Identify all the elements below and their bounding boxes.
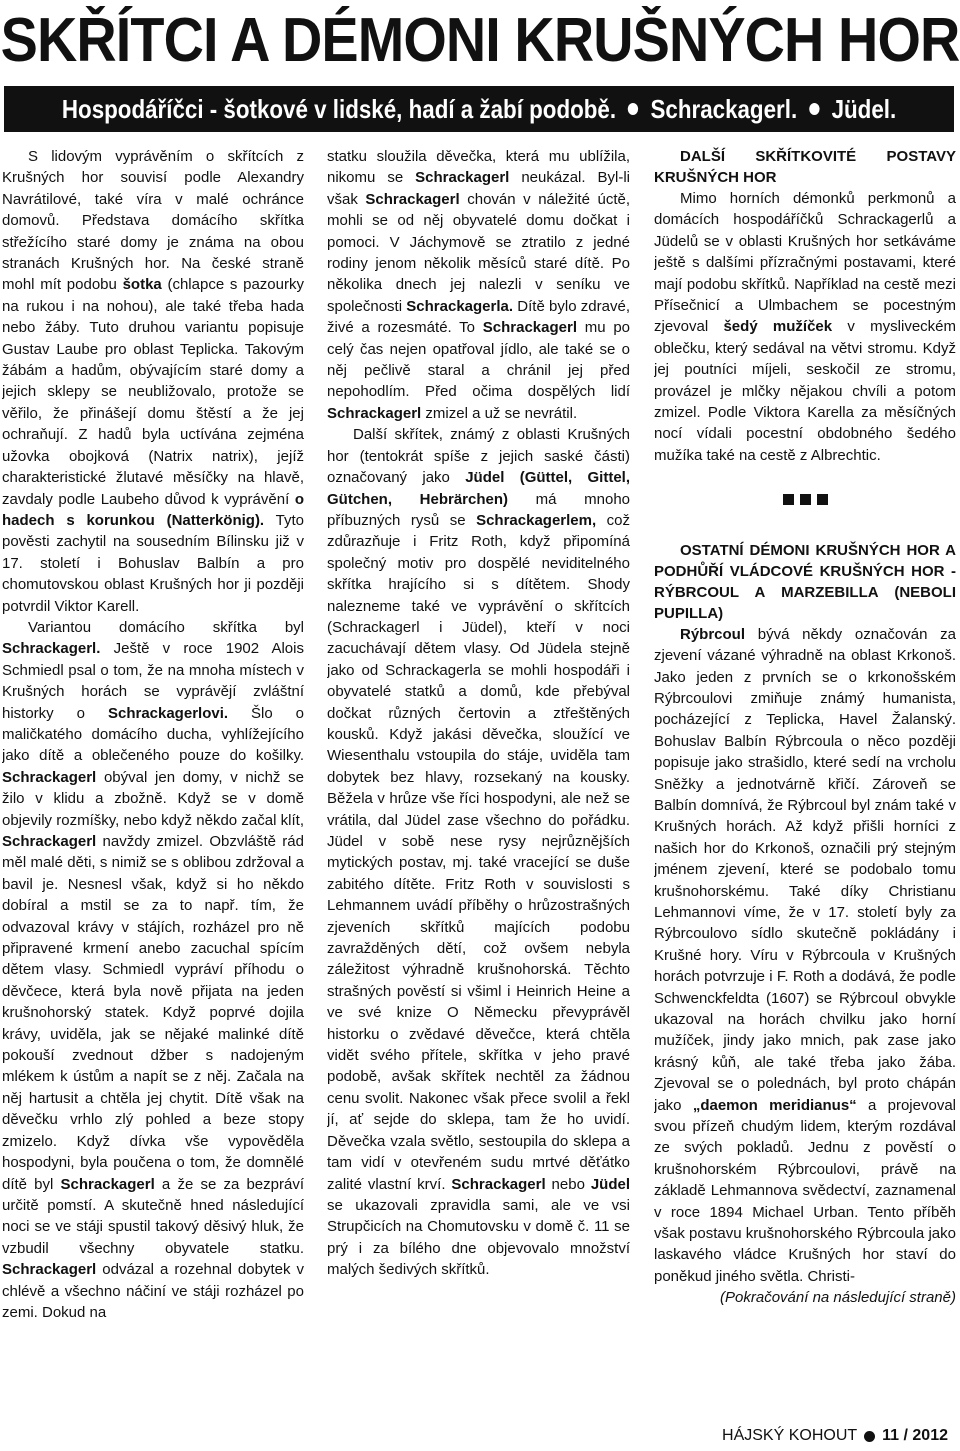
text-run: Tyto pověsti zachytil na sousedním Bílinsku již v 17. století i Bohuslav Balbín a pro chomutovskou oblast Krušných hor ji později potvrdil Viktor Karell. [2, 511, 304, 615]
bullet-icon [864, 1431, 875, 1442]
bold-term: Jüdel [590, 1175, 630, 1193]
bold-term: šotka [122, 276, 162, 294]
bold-term: Schrackagerl [60, 1175, 155, 1193]
text-run: má mnoho příbuzných rysů se [327, 490, 630, 529]
bold-term: Schrackagerl [451, 1175, 546, 1193]
section-heading: OSTATNÍ DÉMONI KRUŠNÝCH HOR A PODHŮŘÍ VLÁDCOVÉ KRUŠNÝCH HOR - RÝBRCOUL A MARZEBILLA (NEBOLI PUPILLA) [654, 541, 956, 622]
text-run: navždy zmizel. Obzvláště rád měl malé děti, s nimiž se s oblibou zdržoval a bavil je. Nesnesl však, když si ho někdo dobíral a mstil se za to např. tím, že odvazoval krávy v stájích, rozházel pro ně připravené krmení anebo zacuchal spícím dětem vlasy. Schmiedl vypráví příhodu o děvčece, která byla nově přijata na jeden krušnohorský statek. Když poprvé dojila krávy, uviděla, jak se nějaké malinké dítě pokouší zvednout džber s nadojeným mlékem k ústům a napít se z něj. Začala na něj hartusit a chtěla jej chytit. Dítě však na děvečku vrhlo zlý pohled a beze stopy zmizelo. Když dívka vše vypověděla hospodyni, byla poučena o tom, že domnělé dítě byl [2, 833, 304, 1193]
bold-term: Schrackagerl [415, 169, 510, 187]
column-3 [654, 146, 956, 1416]
bold-term: Schrackagerla. [406, 297, 514, 315]
bold-term: Schrackagerl [365, 190, 460, 208]
paragraph [327, 146, 630, 424]
text-run: Ještě v roce 1902 Alois Schmiedl psal o tom, že na mnoha místech v Krušných horách se vyprávějí zvláštní historky o [2, 640, 304, 722]
subtitle-banner [4, 86, 954, 132]
text-run: nebo [545, 1175, 591, 1193]
text-run: Variantou domácího skřítka byl [28, 618, 304, 636]
bold-term: „daemon meridianus“ [692, 1096, 857, 1114]
paragraph [654, 624, 956, 1288]
text-run: Mimo horních démonků perkmonů a domácích hospodáříčků Schrackagerlů a Jüdelů se v oblasti Krušných hor setkáváme ještě s dalšími přízračnými postavami, které mají podobu skřítků. Například na cestě mezi Přísečnicí a Ulmbachem se pocestným zjevoval [654, 190, 956, 336]
square-icon [817, 494, 828, 505]
bold-term: o hadech s korunkou (Natterkönig). [2, 490, 304, 529]
text-run: zmizel a už se nevrátil. [421, 404, 578, 422]
text-run: odvázal a rozehnal dobytek v chlévě a všechno náčiní ve stáji rozházel po zemi. Dokud na [2, 1261, 304, 1321]
banner-text-1: Hospodáříčci - šotkové v lidské, hadí a žabí podobě. [61, 93, 617, 124]
bold-term: Schrackagerl. [2, 640, 101, 658]
text-run: (chlapce s pazourky na rukou i na nohou), ale také třeba hada nebo žáby. Tuto druhou variantu popisuje Gustav Laube pro oblast Teplicka. Takovým žábám a hadům, obývajícím staré domy a jejich sklepy se neubližovalo, protože se věřilo, že přinášejí domu štěstí a že jej ochraňují. Z hadů byla uctívána zejména užovka obojková (Natrix natrix), jejíž charakteristické žlutavé měsíčky na hlavě, zavdaly podle Laubeho důvod k vyprávění [2, 276, 304, 508]
publication-name: HÁJSKÝ KOHOUT [722, 1427, 858, 1444]
continued-note: (Pokračování na následující straně) [720, 1289, 956, 1307]
text-run: Šlo o maličkatého domácího ducha, vyhlížejícího jako dítě a oblečeného pouze do košilky. [2, 704, 304, 765]
paragraph [327, 424, 630, 1280]
text-run: v mysliveckém oblečku, který sedával na větvi stromu. Když jej poutníci míjeli, seskočil ze stromu, provázel je mlčky nějakou chvíli a potom zmizel. Podle Viktora Karella za měsíčných nocí vídali pocestní obdobného šedého mužíka také na cestě z Albrechtic. [654, 318, 956, 464]
text-run: Dítě bylo zdravé, živé a rozesmáté. To [327, 297, 630, 337]
paragraph [2, 617, 304, 1323]
column-1 [2, 146, 304, 1416]
bold-term: šedý mužíček [723, 318, 833, 336]
issue-number: 11 / 2012 [882, 1427, 948, 1444]
text-run: obýval jen domy, v nichž se žilo v klidu a zbožně. Když se v domě objevily rozmíšky, nebo když někdo začal klít, [2, 768, 304, 829]
banner-text-2: Schrackagerl. [650, 93, 798, 124]
bullet-icon [809, 103, 819, 115]
square-icon [783, 494, 794, 505]
text-run: a že se za bezpráví určitě pomstí. A skutečně hned následující noci se ve stáji spustil takový děsivý hluk, že vzbudil všechny obyvatele statku. [2, 1175, 304, 1257]
bold-term: Schrackagerl [2, 833, 97, 850]
text-run: statku sloužila děvečka, která mu ublížila, nikomu se [327, 148, 630, 187]
bold-term: Schrackagerl [482, 319, 577, 337]
bullet-icon [628, 103, 638, 115]
paragraph [654, 188, 956, 466]
column-2 [327, 146, 630, 1416]
bold-term: Schrackagerl [2, 1261, 97, 1279]
text-run: což zdůrazňuje i Fritz Roth, když připomíná společný motiv pro dospělé neviditelného skřítka hrajícího si s dítětem. Shody nalezneme také ve vyprávění o skřítcích (Schrackagerl i Jüdel), kteří v noci zacuchávají dětem vlasy. Od Jüdela stejně jako od Schrackagerla se mohli hospodáři i obyvatelé statků a domů, kde přebýval dočkat různých čertovin a ztřeštěných kousků. Když jakási děvečka, sloužící ve Wiesenthalu vstoupila do stáje, uviděla tam dobytek bez hlavy, rozsekaný na kousky. Běžela v hrůze vše říci hospodyni, ale než se vrátila, dal Jüdel zase všechno do pořádku. Jüdel v sobě nese rysy nejrůznějších mytických postav, mj. také vracející se duše zabitého dítěte. Fritz Roth v souvislosti s Lehmannem uvádí příběhy o hrůzostrašných zjeveních skřítků majících podobu zavražděných dětí, což ovšem nebyla záležitost výhradně krušnohorská. Těchto strašných pověstí si všiml i Heinrich Heine a ve své knize O Německu převyprávěl historku o zvědavé děvečce, která chtěla vidět svého přítele, skřítka v jeho pravé podobě, avšak skřítek nechtěl za žádnou cenu svolit. Nakonec však přece svolil a řekl jí, ať sejde do sklepa, tam že ho uvidí. Děvečka vzala světlo, sestoupila do sklepa a tam vidí v otevřeném sudu mrtvé děťátko zalité vlastní krví. [327, 511, 630, 1193]
bold-term: Schrackagerl [327, 404, 422, 422]
square-icon [800, 494, 811, 505]
banner-text-3: Jüdel. [831, 93, 897, 124]
text-run: mu po celý čas nejen opatřoval jídlo, ale také se o něj pečlivě staral a chránil jej před nepohodlím. Před očima dospělých lidí [327, 319, 630, 401]
section-heading: DALŠÍ SKŘÍTKOVITÉ POSTAVY KRUŠNÝCH HOR [654, 148, 956, 186]
bold-term: Rýbrcoul [680, 625, 746, 643]
text-run: a projevoval svou přízeň chudým lidem, kterým rozdával ze svých pokladů. Jednu z pověstí o krušnohorském Rýbrcoulovi, právě na základě Lehmannova svědectví, zaznamenal v roce 1894 Michael Urban. Tento příběh však postavu krušnohorského Rýbrcoula jako laskavého vládce Krušných hor staví do poněkud jiného světla. Christi- [654, 1096, 956, 1285]
bold-term: Schrackagerl [2, 768, 97, 786]
text-run: neukázal. Byl-li však [327, 169, 630, 208]
page-footer [722, 1424, 948, 1448]
text-run: se ukazovali zpravidla sami, ale ve vsi Strupčicích na Chomutovsku v domě č. 11 se prý i za bílého dne objevovalo množství malých šedivých skřítků. [327, 1196, 630, 1279]
section-divider [654, 490, 956, 511]
text-run: bývá někdy označován za zjevení vázané výhradně na oblast Krkonoš. Jako jeden z prvních se o krkonošském Rýbrcoulovi zmiňuje známý humanista, pocházející z Teplicka, Havel Žalanský. Bohuslav Balbín Rýbrcoula o něco později popisuje jako strašidlo, které sedí na vrcholu Sněžky a jednotvárně křičí. Zároveň se Balbín domnívá, že Rýbrcoul byl znám také v Krušných horách. Až když přišli horníci z našich hor do Krkonoš, označili prý stejným jménem zjevení, které se podobalo tomu krušnohorskému. Také díky Christianu Lehmannovi víme, že v 17. století byly za Rýbrcoulovo sídlo skutečně pokládány i Krušné hory. Víru v Rýbrcoula v Krušných horách potvrzuje i F. Roth a dodává, že podle Schwenckfeldta (1607) se Rýbrcoul obvykle ukazoval na horách chvilku jako horní mužíček, jindy jako mnich, pak zase jako krásný kůň, ale také třeba jako žába. Zjevoval se o polednách, byl proto chápán jako [654, 625, 956, 1114]
bold-term: Jüdel (Güttel, Gittel, Gütchen, Hebrärchen) [327, 469, 630, 508]
paragraph [2, 146, 304, 617]
text-run: chován v náležité úctě, mohli se od něj obyvatelé domu dočkat i pomoci. V Jáchymově se ztratilo z jedné rodiny jenom několik měsíců staré dítě. Po několika dnech jej nalezli v seníku ve společnosti [327, 190, 630, 315]
text-run: Další skřítek, známý z oblasti Krušných hor (tentokrát spíše z jejich saské části) označovaný jako [327, 426, 630, 487]
bold-term: Schrackagerlovi. [107, 704, 229, 722]
text-run: S lidovým vyprávěním o skřítcích z Krušných hor souvisí podle Alexandry Navrátilové, také víra v malé ochránce domovů. Představa domácího skřítka střežícího staré domy je známa na obou stranách Krušných hor. Na české straně mohl mít podobu [2, 148, 304, 294]
article-title: SKŘÍTCI A DÉMONI KRUŠNÝCH HOR [0, 5, 960, 75]
bold-term: Schrackagerlem, [476, 511, 597, 529]
